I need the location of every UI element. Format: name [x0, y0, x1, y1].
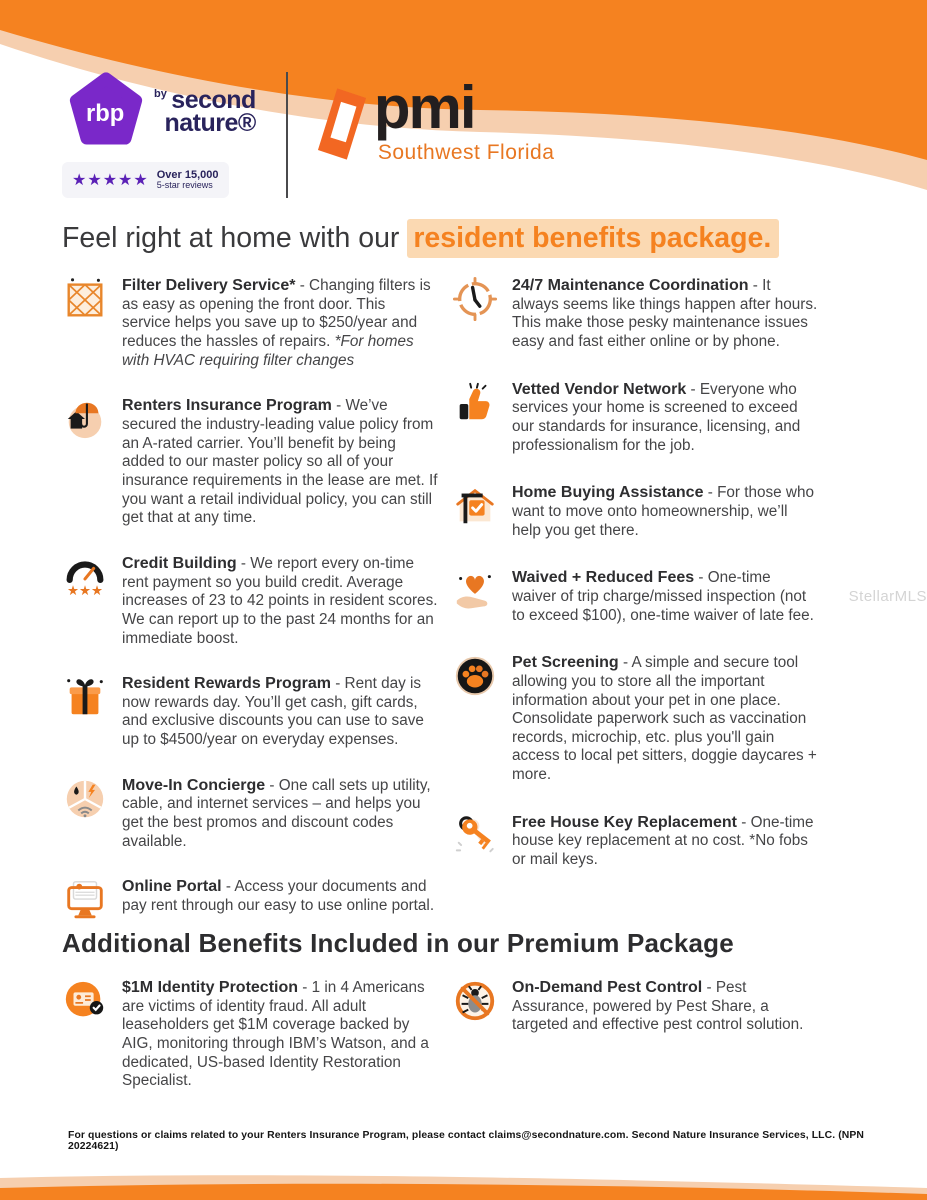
- footer-disclaimer: For questions or claims related to your Renters Insurance Program, please contact claims@secondnature.com. Second Nature Insurance Services, LLC. (NPN 20224621): [68, 1130, 865, 1152]
- benefit-pest-control: [452, 978, 832, 1035]
- gift-icon: [62, 674, 110, 720]
- headline-highlight: resident benefits package.: [407, 219, 779, 258]
- reviews-badge: [62, 162, 229, 198]
- benefit-desc: - Pest Assurance, powered by Pest Share, a targeted and effective pest control solution.: [512, 979, 804, 1034]
- rbp-badge-icon: [62, 68, 150, 156]
- benefit-title: Waived + Reduced Fees: [512, 569, 695, 587]
- benefit-desc: - Everyone who services your home is screened to exceed our standards for insurance, licensing, and professionalism for the job.: [512, 380, 801, 454]
- paw-icon: [452, 653, 500, 699]
- benefit-title: Online Portal: [122, 878, 222, 896]
- reviews-count: Over 15,000: [156, 169, 219, 181]
- footer-swoosh: [0, 1172, 927, 1200]
- benefit-credit-building: [62, 554, 452, 648]
- benefit-title: 24/7 Maintenance Coordination: [512, 277, 749, 294]
- benefit-title: Free House Key Replacement: [512, 813, 737, 831]
- brand-line2: nature: [164, 109, 238, 137]
- reviews-label: 5-star reviews: [156, 180, 213, 191]
- five-stars-icon: ★★★★★: [72, 171, 149, 189]
- benefit-title: Move-In Concierge: [122, 776, 266, 794]
- premium-section-heading: Additional Benefits Included in our Premium Package: [62, 928, 734, 958]
- benefit-maintenance: [452, 276, 832, 352]
- keys-icon: [452, 813, 500, 859]
- benefit-title: Vetted Vendor Network: [512, 380, 687, 398]
- pmi-region: Southwest Florida: [377, 141, 555, 164]
- benefit-desc: - 1 in 4 Americans are victims of identity fraud. All adult leaseholders get $1M coverage backed by AIG, monitoring through IBM’s Watson, and a dedicated, US-based Identity Restoration Specialist.: [122, 979, 429, 1090]
- clock-icon: [452, 276, 500, 322]
- benefit-identity-protection: [62, 978, 452, 1091]
- benefit-note: *For homes with HVAC requiring filter changes: [122, 332, 414, 369]
- benefit-title: Resident Rewards Program: [122, 675, 331, 693]
- benefit-title: $1M Identity Protection: [122, 979, 299, 996]
- benefit-waived-fees: [452, 568, 832, 625]
- benefit-key-replacement: [452, 813, 832, 870]
- benefit-desc: - It always seems like things happen after hours. This make those pesky maintenance issues easy and fast either online or by phone.: [512, 277, 818, 350]
- utilities-icon: [62, 776, 110, 822]
- thumbs-up-icon: [452, 380, 500, 426]
- by-label: by: [154, 88, 167, 100]
- benefit-title: Filter Delivery Service*: [122, 277, 296, 294]
- benefit-online-portal: [62, 877, 452, 923]
- credit-gauge-icon: [62, 554, 110, 600]
- id-card-icon: [62, 978, 110, 1024]
- benefit-renters-insurance: [62, 396, 452, 528]
- second-nature-lockup: [62, 68, 256, 198]
- benefit-desc: - Rent day is now rewards day. You’ll get cash, gift cards, and exclusive discounts you can use to save up to $4500/year on everyday expenses.: [122, 675, 424, 749]
- benefit-desc: - One-time waiver of trip charge/missed inspection (not to exceed $100), one-time waiver of late fee.: [512, 569, 814, 624]
- brand-line1: second: [171, 86, 256, 114]
- premium-grid: [62, 978, 832, 1091]
- benefit-title: Pet Screening: [512, 654, 619, 672]
- second-nature-wordmark: [154, 86, 256, 137]
- trademark-symbol: ®: [237, 109, 256, 137]
- benefit-title: Renters Insurance Program: [122, 397, 332, 415]
- heart-hand-icon: [452, 568, 500, 614]
- pmi-logo-icon: [316, 86, 368, 162]
- logo-divider: [286, 72, 288, 198]
- pmi-lockup: [316, 74, 555, 165]
- benefit-filter-delivery: [62, 276, 452, 370]
- benefit-vetted-vendors: [452, 380, 832, 456]
- page-title: [62, 222, 779, 255]
- benefit-title: Home Buying Assistance: [512, 484, 704, 502]
- benefit-pet-screening: [452, 653, 832, 785]
- benefit-desc: - Access your documents and pay rent through our easy to use online portal.: [122, 878, 435, 915]
- benefit-desc: - We’ve secured the industry-leading value policy from an A-rated carrier. You’ll benefit by being added to our master policy so all of your insurance requirements in the lease are met. If you want a retail individual policy, you can still get that at any time.: [122, 397, 438, 527]
- benefit-title: Credit Building: [122, 554, 237, 572]
- stellar-mls-watermark: StellarMLS: [848, 588, 927, 605]
- benefit-move-in-concierge: [62, 776, 452, 852]
- benefit-resident-rewards: [62, 674, 452, 750]
- benefit-desc: - One-time house key replacement at no cost. *No fobs or mail keys.: [512, 813, 814, 869]
- house-sign-icon: [452, 483, 500, 529]
- benefit-desc: - We report every on-time rent payment so you build credit. Average increases of 23 to 42 points in resident scores. We can report up to the past 24 months for an immediate boost.: [122, 554, 438, 647]
- pmi-wordmark: pmi: [373, 74, 475, 141]
- monitor-icon: [62, 877, 110, 923]
- benefit-desc: - For those who want to move onto homeownership, we’ll help you get there.: [512, 484, 814, 539]
- benefit-title: On-Demand Pest Control: [512, 979, 703, 996]
- benefit-desc: - One call sets up utility, cable, and internet services – and helps you get the best promos and discount codes available.: [122, 776, 431, 850]
- benefit-home-buying: [452, 483, 832, 540]
- benefits-grid: [62, 276, 832, 923]
- benefits-column-left: [62, 276, 452, 923]
- no-bug-icon: [452, 978, 500, 1024]
- logo-row: [62, 68, 554, 198]
- rbp-badge-label: rbp: [85, 99, 125, 127]
- benefit-desc: - A simple and secure tool allowing you to store all the important information about your pet in one place. Consolidate paperwork such as vaccination records, microchip, etc. plus you'll gain access to local pet sitters, doggie daycares + more.: [512, 654, 817, 784]
- headline-prefix: Feel right at home with our: [62, 222, 400, 254]
- umbrella-house-icon: [62, 396, 110, 442]
- benefit-desc: - Changing filters is as easy as opening the front door. This service helps you save up to $250/year and reduces the hassles of repairs.: [122, 277, 431, 350]
- filter-icon: [62, 276, 110, 322]
- svg-text:★★★: ★★★: [66, 584, 104, 600]
- benefits-column-right: [452, 276, 832, 923]
